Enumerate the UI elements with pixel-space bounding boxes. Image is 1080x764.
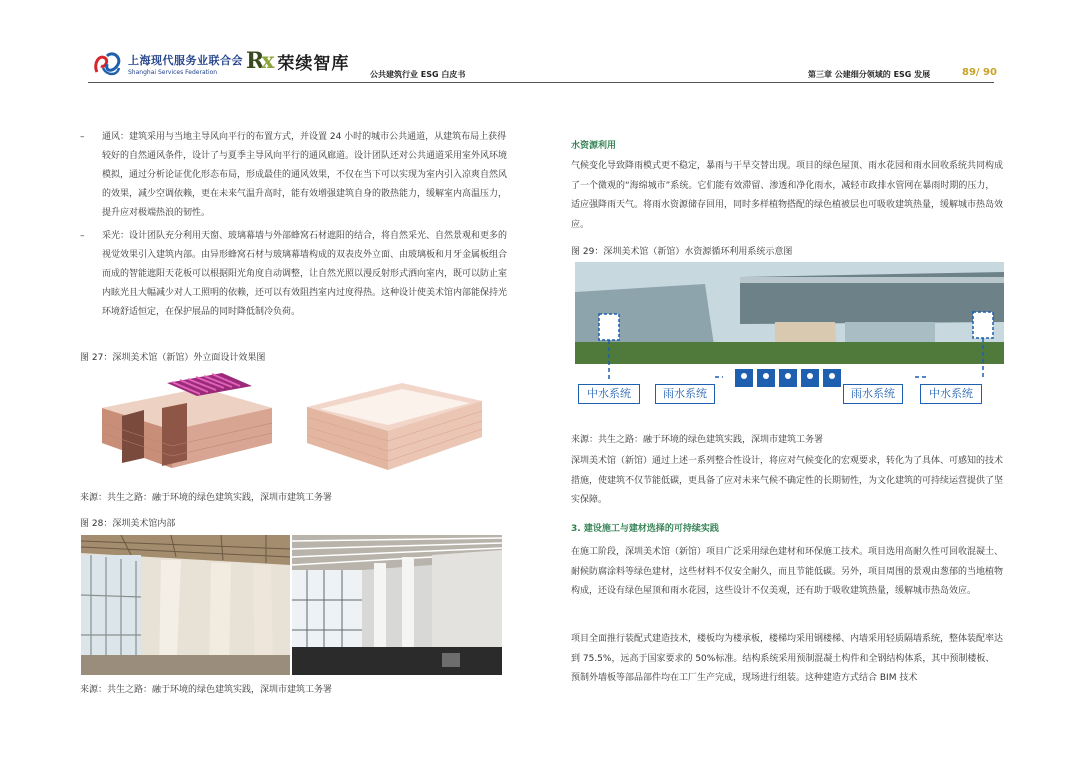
brand-mark: Rx [246, 48, 272, 74]
interior-photo-left [81, 535, 290, 675]
water-paragraph: 气候变化导致降雨模式更不稳定，暴雨与干旱交替出现。项目的绿色屋顶、雨水花园和雨水回收系统共同构成了一个微观的“海绵城市”系统。它们能有效滞留、渗透和净化雨水，减轻市政排水管网在暴雨时期的压力，适应强降雨天气。将雨水资源储存回用，同时多样植物搭配的绿色植被层也可吸收建筑热量，缓解城市热岛效应。 [571, 161, 1004, 230]
bullet-dash: – [80, 231, 85, 241]
section-3-paragraph-2: 项目全面推行装配式建造技术，楼板均为楼承板，楼梯均采用钢楼梯、内墙采用轻质隔墙系统，整体装配率达到 75.5%，远高于国家要求的 50%标准。结构系统采用预制混凝土构件和全钢结构体系，其中预制楼板、预制外墙板等部品部件均在工厂生产完成，现场进行组装。这种建造方式结合 BIM 技术 [571, 634, 1004, 683]
facade-rendering-left [92, 368, 282, 480]
section-3-paragraph-1: 在施工阶段，深圳美术馆（新馆）项目广泛采用绿色建材和环保施工技术。项目选用高耐久性可回收混凝土、耐候防腐涂料等绿色建材，这些材料不仅安全耐久，而且节能低碳。另外，项目周围的景观由葱郁的当地植物构成，还设有绿色屋顶和雨水花园，这些设计不仅美观，还有助于吸收建筑热量，缓解城市热岛效应。 [571, 547, 1004, 596]
bullet-daylighting [80, 227, 510, 322]
brand-name: 荣续智库 [277, 53, 350, 74]
left-column [80, 128, 510, 326]
page-header [0, 0, 1080, 90]
header-divider [88, 82, 994, 83]
figure-27-caption: 图 27：深圳美术馆（新馆）外立面设计效果图 [80, 353, 266, 363]
ssf-logo-icon [93, 50, 123, 78]
figure-29-caption: 图 29：深圳美术馆（新馆）水资源循环利用系统示意图 [571, 247, 793, 257]
diagram-label-rainwater-right: 雨水系统 [843, 384, 903, 404]
figure-27-source: 来源：共生之路：融于环境的绿色建筑实践，深圳市建筑工务署 [80, 493, 333, 503]
document-title: 公共建筑行业 ESG 白皮书 [370, 70, 466, 79]
bullet-dash: – [80, 132, 85, 142]
diagram-label-greywater-left: 中水系统 [578, 384, 640, 404]
interior-photo-right [292, 535, 502, 675]
section-3-title: 3. 建设施工与建材选择的可持续实践 [571, 524, 719, 534]
chapter-title: 第三章 公建细分领域的 ESG 发展 [808, 70, 931, 79]
water-section-title: 水资源利用 [571, 141, 617, 151]
brand-logo [246, 48, 349, 74]
ssf-logo [93, 50, 243, 78]
diagram-label-greywater-right: 中水系统 [920, 384, 982, 404]
diagram-label-rainwater-left: 雨水系统 [655, 384, 715, 404]
bullet-text: 采光：设计团队充分利用天窗、玻璃幕墙与外部蜂窝石材遮阳的结合，将自然采光、自然景观和更多的视觉效果引入建筑内部。由异形蜂窝石材与玻璃幕墙构成的双表皮外立面、由玻璃板和月牙金属板组合而成的智能遮阳天花板可以根据阳光角度自动调整，让自然光照以漫反射形式洒向室内，既可以防止室内眩光且大幅减少对人工照明的依赖，还可以有效阻挡室内过度得热。这种设计使美术馆内部能保持光环境舒适恒定，在保护展品的同时降低制冷负荷。 [102, 231, 508, 317]
bullet-ventilation [80, 128, 510, 223]
bullet-text: 通风：建筑采用与当地主导风向平行的布置方式，并设置 24 小时的城市公共通道，从建筑布局上获得较好的自然通风条件，设计了与夏季主导风向平行的通风廊道。设计团队还对公共通道采用室外风环境模拟，通过分析论证优化形态布局，形成最佳的通风效果，不仅在当下可以实现为室内引入凉爽自然风的效果，减少空调依赖，更在未来气温升高时，能有效增强建筑自身的散热能力，缓解室内高温压力，提升应对极端热浪的韧性。 [102, 132, 508, 218]
org-name-en: Shanghai Services Federation [128, 69, 218, 76]
figure-28-caption: 图 28：深圳美术馆内部 [80, 519, 176, 529]
summary-paragraph: 深圳美术馆（新馆）通过上述一系列整合性设计，将应对气候变化的宏观要求，转化为了具体、可感知的技术措施，使建筑不仅节能低碳，更具备了应对未来气候不确定性的长期韧性，为文化建筑的可持续运营提供了坚实保障。 [571, 456, 1004, 505]
facade-rendering-right [302, 375, 488, 480]
figure-29-source: 来源：共生之路：融于环境的绿色建筑实践，深圳市建筑工务署 [571, 435, 824, 445]
figure-28-source: 来源：共生之路：融于环境的绿色建筑实践，深圳市建筑工务署 [80, 685, 333, 695]
org-name-cn: 上海现代服务业联合会 [128, 54, 243, 67]
page-number: 89/ 90 [962, 67, 997, 78]
